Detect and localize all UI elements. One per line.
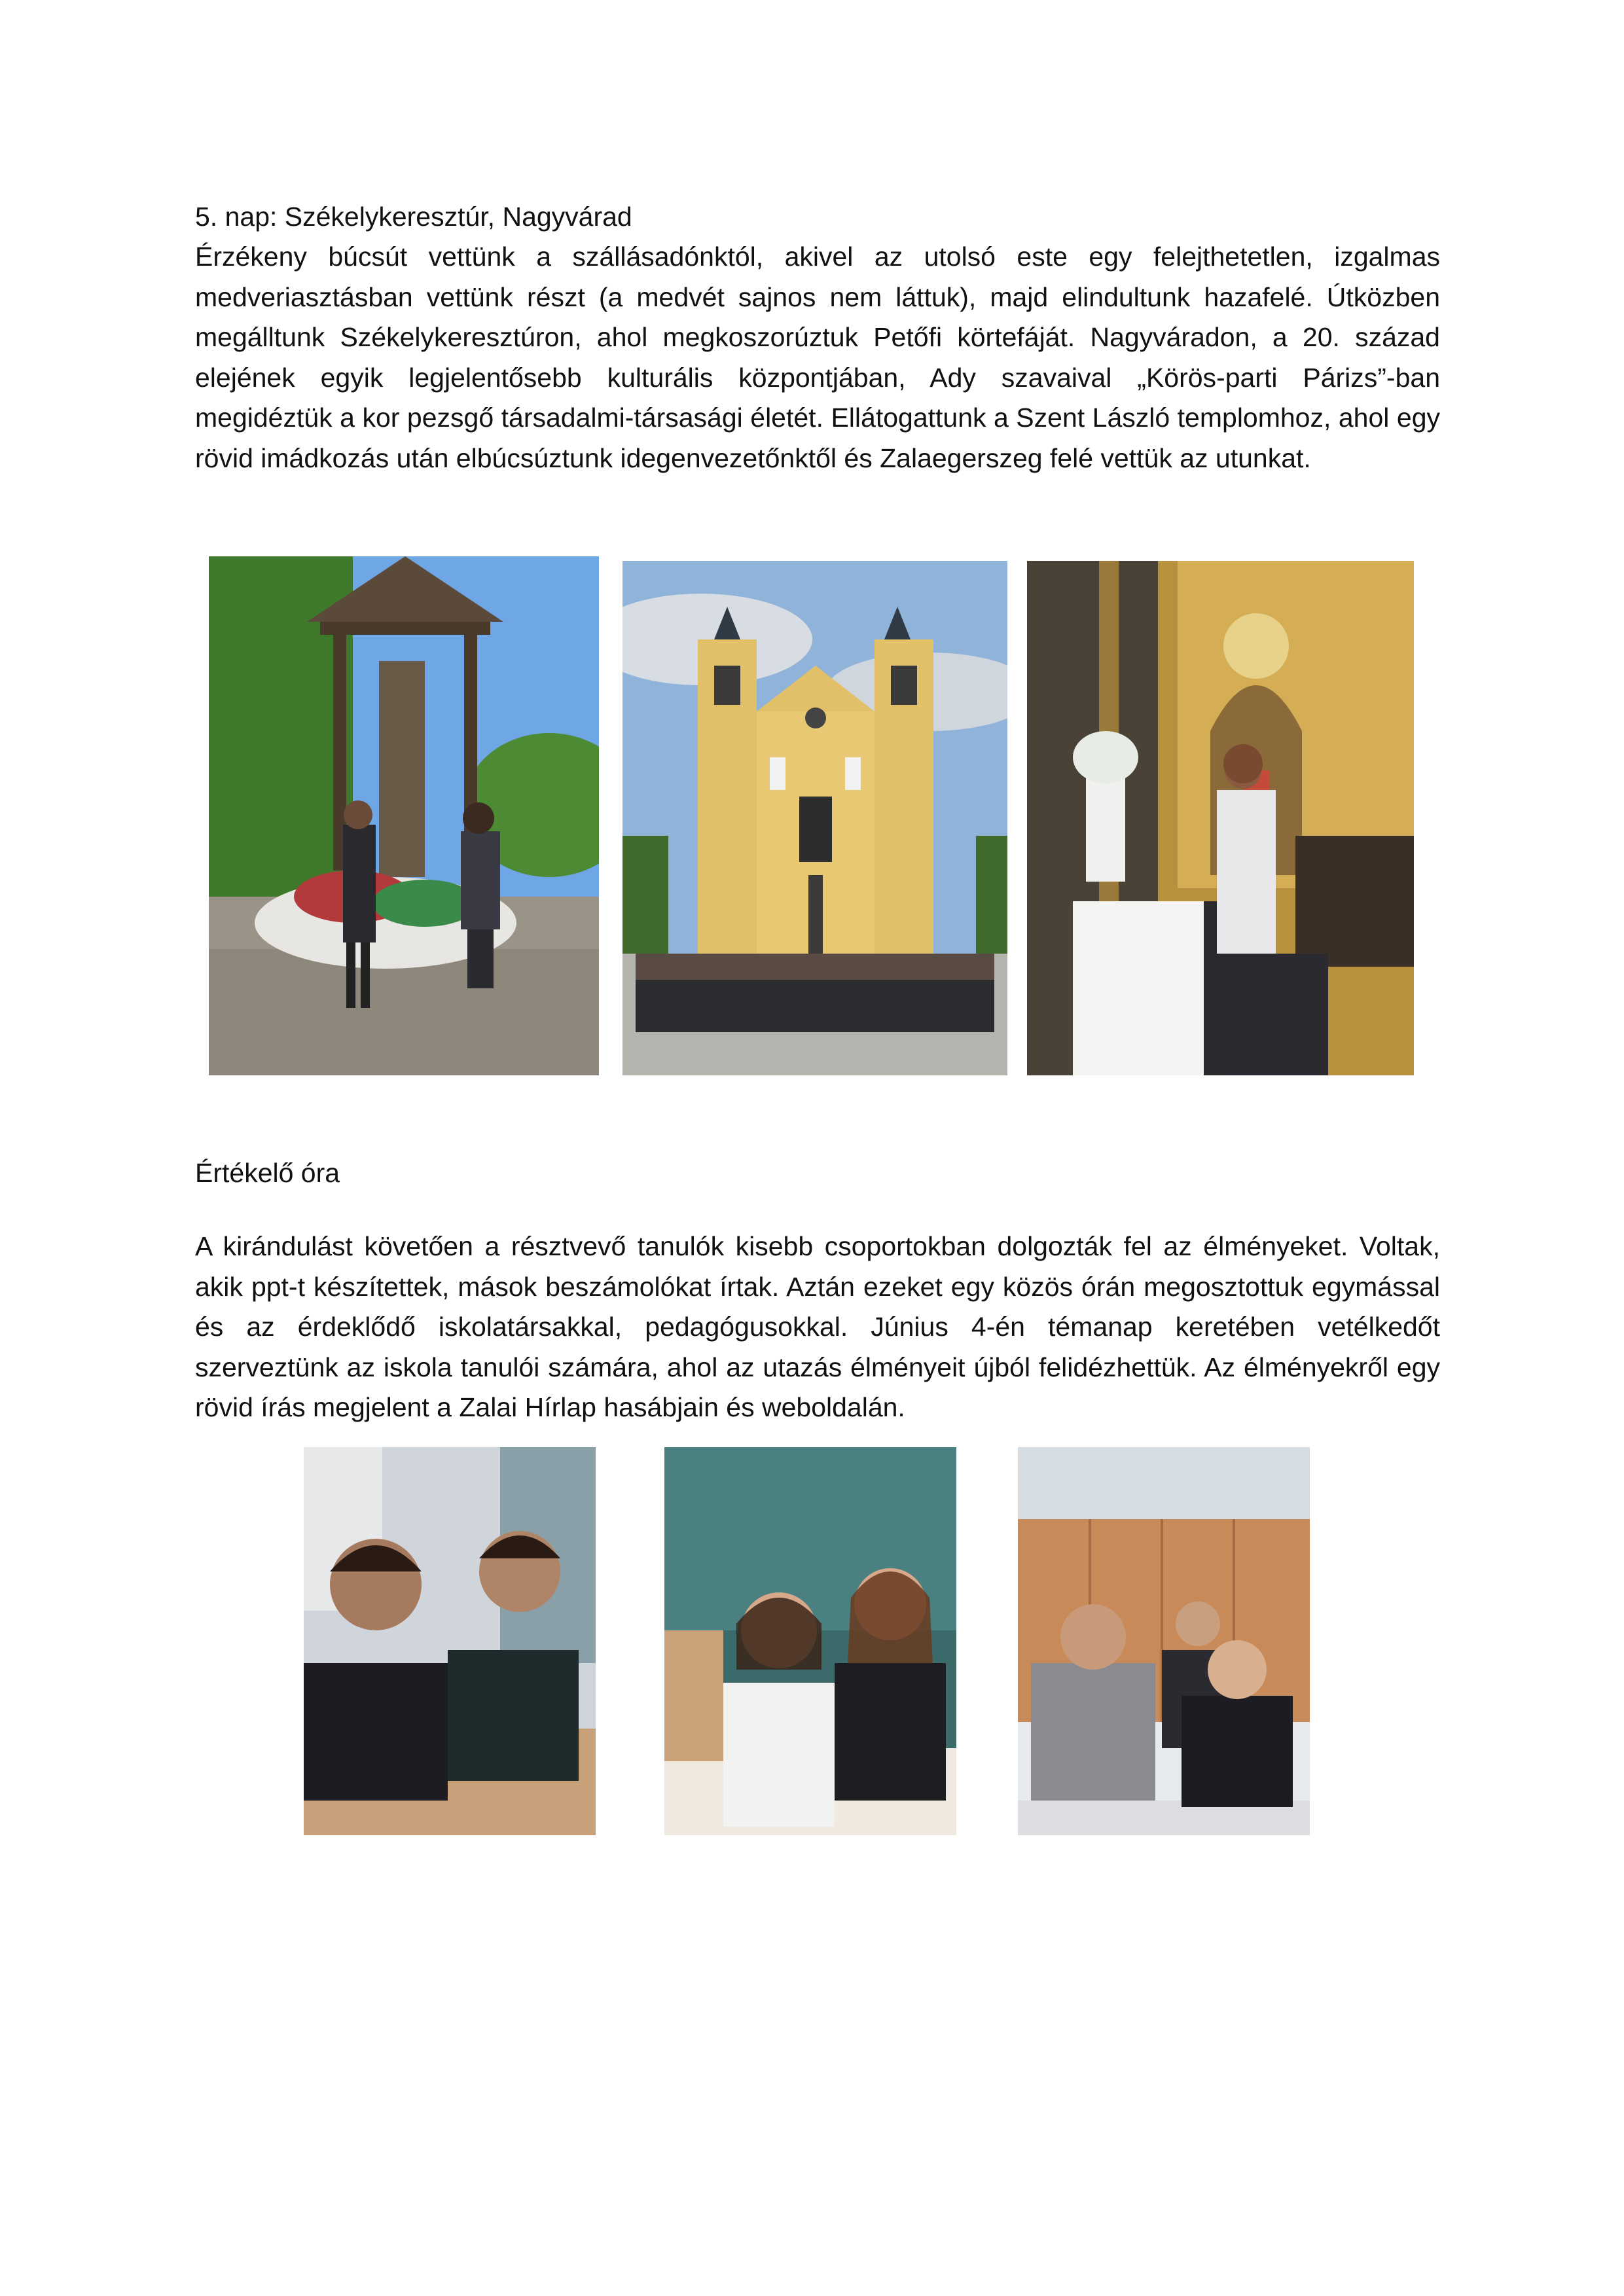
photo-wooden-bell-tower [209, 556, 599, 1075]
photo-students-classroom-3 [1018, 1447, 1310, 1835]
photo-students-classroom-1 [304, 1447, 596, 1835]
photo-church-interior [1027, 561, 1414, 1075]
section-heading-day5: 5. nap: Székelykeresztúr, Nagyvárad [195, 202, 632, 232]
photo-cathedral-group [623, 561, 1007, 1075]
section-paragraph-evaluation: A kirándulást követően a résztvevő tanulók kisebb csoportokban dolgozták fel az élményeket. Voltak, akik ppt-t készítettek, mások beszámolókat írtak. Aztán ezeket egy közös órán megosztottuk egymással és az érdeklődő iskolatársakkal, pedagógusokkal. Június 4-én témanap keretében vetélkedőt szerveztünk az iskola tanulói számára, ahol az utazás élményeit újból felidézhettük. Az élményekről egy rövid írás megjelent a Zalai Hírlap hasábjain és weboldalán. [195, 1231, 1440, 1422]
section-paragraph-day5: Érzékeny búcsút vettünk a szállásadónktól, akivel az utolsó este egy felejthetetlen, izgalmas medveriasztásban vettünk részt (a medvét sajnos nem láttuk), majd elindultunk hazafelé. Útközben megálltunk Székelykeresztúron, ahol megkoszorúztuk Petőfi körtefáját. Nagyváradon, a 20. század elejének egyik legjelentősebb kulturális központjában, Ady szavaival „Körös-parti Párizs”-ban megidéztük a kor pezsgő társadalmi-társasági életét. Ellátogattunk a Szent László templomhoz, ahol egy rövid imádkozás után elbúcsúztunk idegenvezetőnktől és Zalaegerszeg felé vettük az utunkat. [195, 242, 1440, 473]
section-heading-evaluation: Értékelő óra [195, 1158, 340, 1188]
photo-students-classroom-2 [664, 1447, 956, 1835]
